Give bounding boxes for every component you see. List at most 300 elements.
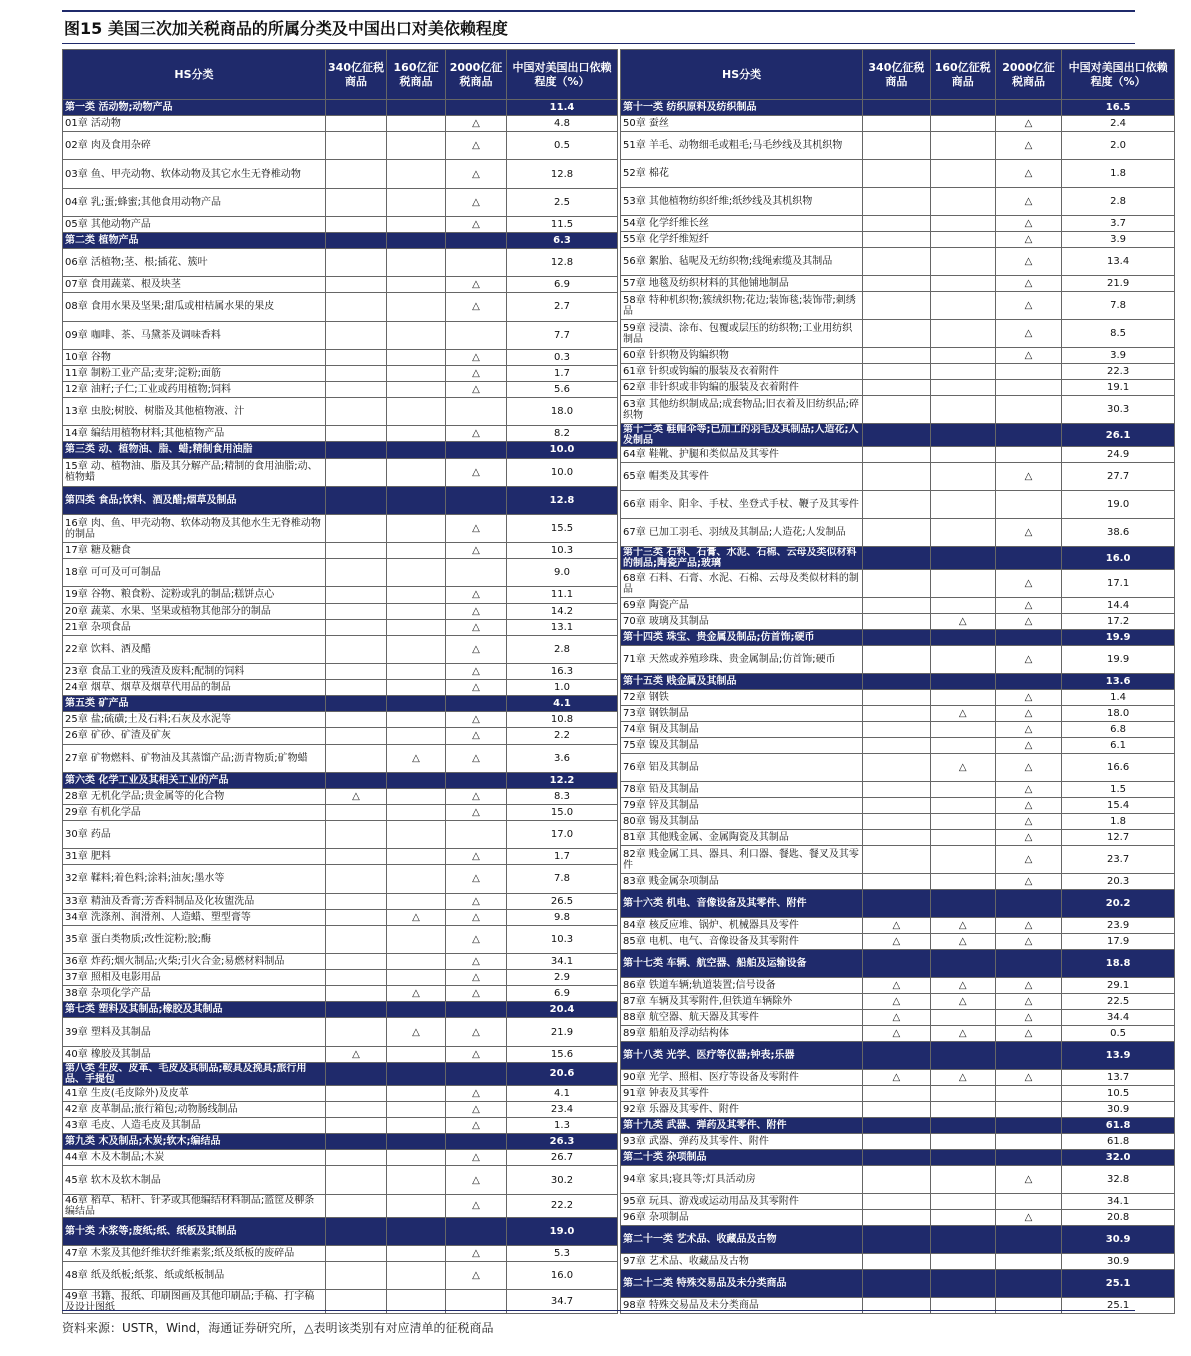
tables-area <box>62 49 1175 1314</box>
dependency-value: 61.8 <box>1062 1134 1175 1150</box>
dependency-value: 20.2 <box>1062 890 1175 918</box>
mark-2000-cell: △ <box>446 514 507 542</box>
category-cell: 59章 浸渍、涂布、包覆或层压的纺织物;工业用纺织制品 <box>621 320 863 348</box>
mark-340-cell <box>326 216 387 232</box>
category-cell: 85章 电机、电气、音像设备及其零附件 <box>621 934 863 950</box>
mark-160-cell <box>930 348 995 364</box>
mark-340-cell <box>326 116 387 132</box>
mark-340-cell <box>326 696 387 712</box>
category-cell: 27章 矿物燃料、矿物油及其蒸馏产品;沥青物质;矿物蜡 <box>63 744 326 772</box>
category-cell: 25章 盐;硫磺;土及石料;石灰及水泥等 <box>63 712 326 728</box>
category-cell: 78章 铅及其制品 <box>621 782 863 798</box>
table-row <box>63 619 618 635</box>
mark-160-cell <box>930 160 995 188</box>
table-row <box>63 925 618 953</box>
dependency-value: 4.1 <box>507 696 618 712</box>
section-row <box>621 1270 1175 1298</box>
right-header-row <box>621 50 1175 100</box>
table-row <box>621 814 1175 830</box>
category-cell: 14章 编结用植物材料;其他植物产品 <box>63 426 326 442</box>
mark-340-cell: △ <box>326 788 387 804</box>
mark-340-cell <box>326 1085 387 1101</box>
dependency-value: 8.3 <box>507 788 618 804</box>
mark-340-cell: △ <box>863 1070 930 1086</box>
category-cell: 72章 钢铁 <box>621 690 863 706</box>
mark-2000-cell: △ <box>446 619 507 635</box>
mark-340-cell <box>326 249 387 277</box>
mark-2000-cell <box>995 424 1061 447</box>
table-row <box>621 782 1175 798</box>
mark-2000-cell <box>446 398 507 426</box>
dependency-value: 26.5 <box>507 893 618 909</box>
category-cell: 97章 艺术品、收藏品及古物 <box>621 1254 863 1270</box>
mark-340-cell <box>863 519 930 547</box>
mark-340-cell <box>326 1194 387 1217</box>
mark-340-cell: △ <box>863 918 930 934</box>
mark-2000-cell: △ <box>446 953 507 969</box>
section-row <box>63 1134 618 1150</box>
table-row <box>63 712 618 728</box>
category-cell: 第二十类 杂项制品 <box>621 1150 863 1166</box>
mark-340-cell <box>326 486 387 514</box>
category-cell: 16章 肉、鱼、甲壳动物、软体动物及其他水生无脊椎动物的制品 <box>63 514 326 542</box>
section-row <box>63 486 618 514</box>
mark-340-cell <box>326 458 387 486</box>
table-row <box>63 216 618 232</box>
table-row <box>621 396 1175 424</box>
dependency-value: 19.1 <box>1062 380 1175 396</box>
category-cell: 56章 絮胎、毡呢及无纺织物;线绳索缆及其制品 <box>621 248 863 276</box>
mark-2000-cell <box>995 1254 1061 1270</box>
mark-340-cell <box>326 635 387 663</box>
mark-340-cell <box>863 706 930 722</box>
mark-160-cell <box>387 321 446 349</box>
table-row <box>63 381 618 397</box>
category-cell: 53章 其他植物纺织纤维;纸纱线及其机织物 <box>621 188 863 216</box>
dependency-value: 23.4 <box>507 1102 618 1118</box>
category-cell: 01章 活动物 <box>63 116 326 132</box>
mark-160-cell <box>930 320 995 348</box>
category-cell: 94章 家具;寝具等;灯具活动房 <box>621 1166 863 1194</box>
mark-160-cell <box>930 782 995 798</box>
dependency-value: 21.9 <box>1062 276 1175 292</box>
mark-160-cell <box>930 519 995 547</box>
table-row <box>63 188 618 216</box>
category-cell: 71章 天然或养殖珍珠、贵金属制品;仿首饰;硬币 <box>621 646 863 674</box>
mark-340-cell <box>863 782 930 798</box>
mark-160-cell <box>930 846 995 874</box>
category-cell: 07章 食用蔬菜、根及块茎 <box>63 277 326 293</box>
category-cell: 第十一类 纺织原料及纺织制品 <box>621 100 863 116</box>
mark-2000-cell: △ <box>995 722 1061 738</box>
category-cell: 90章 光学、照相、医疗等设备及零附件 <box>621 1070 863 1086</box>
dependency-value: 26.3 <box>507 1134 618 1150</box>
mark-160-cell <box>930 1042 995 1070</box>
table-row <box>621 570 1175 598</box>
category-cell: 64章 鞋靴、护腿和类似品及其零件 <box>621 447 863 463</box>
mark-160-cell <box>387 1002 446 1018</box>
mark-160-cell <box>930 1134 995 1150</box>
left-header-row <box>63 50 618 100</box>
mark-340-cell <box>326 1018 387 1046</box>
dependency-value: 3.9 <box>1062 348 1175 364</box>
dependency-value: 16.0 <box>1062 547 1175 570</box>
table-row <box>621 798 1175 814</box>
mark-340-cell <box>863 1194 930 1210</box>
table-row <box>621 830 1175 846</box>
mark-160-cell <box>387 1062 446 1085</box>
table-row <box>63 744 618 772</box>
mark-2000-cell: △ <box>446 216 507 232</box>
table-row <box>63 788 618 804</box>
mark-340-cell <box>863 1086 930 1102</box>
mark-2000-cell: △ <box>446 680 507 696</box>
mark-340-cell <box>863 1042 930 1070</box>
mark-2000-cell: △ <box>446 160 507 188</box>
mark-160-cell <box>930 874 995 890</box>
dependency-value: 16.5 <box>1062 100 1175 116</box>
dependency-value: 30.9 <box>1062 1254 1175 1270</box>
mark-160-cell <box>387 188 446 216</box>
mark-160-cell <box>387 603 446 619</box>
category-cell: 68章 石料、石膏、水泥、石棉、云母及类似材料的制品 <box>621 570 863 598</box>
table-row <box>621 348 1175 364</box>
table-row <box>63 1166 618 1194</box>
header-160: 160亿征税商品 <box>930 50 995 100</box>
dependency-value: 0.5 <box>507 132 618 160</box>
table-row <box>63 893 618 909</box>
mark-160-cell <box>387 216 446 232</box>
mark-2000-cell: △ <box>995 614 1061 630</box>
mark-160-cell <box>387 543 446 559</box>
dependency-value: 1.7 <box>507 365 618 381</box>
category-cell: 26章 矿砂、矿渣及矿灰 <box>63 728 326 744</box>
category-cell: 95章 玩具、游戏或运动用品及其零附件 <box>621 1194 863 1210</box>
category-cell: 36章 炸药;烟火制品;火柴;引火合金;易燃材料制品 <box>63 953 326 969</box>
mark-160-cell <box>387 1102 446 1118</box>
table-row <box>621 1254 1175 1270</box>
mark-340-cell <box>863 874 930 890</box>
category-cell: 31章 肥料 <box>63 849 326 865</box>
mark-340-cell: △ <box>863 978 930 994</box>
table-row <box>63 865 618 893</box>
category-cell: 48章 纸及纸板;纸浆、纸或纸板制品 <box>63 1262 326 1290</box>
category-cell: 35章 蛋白类物质;改性淀粉;胶;酶 <box>63 925 326 953</box>
mark-160-cell <box>930 722 995 738</box>
mark-340-cell <box>326 1002 387 1018</box>
table-row <box>63 365 618 381</box>
table-row <box>63 1085 618 1101</box>
category-cell: 第五类 矿产品 <box>63 696 326 712</box>
mark-2000-cell: △ <box>995 738 1061 754</box>
dependency-value: 26.1 <box>1062 424 1175 447</box>
mark-2000-cell <box>995 1194 1061 1210</box>
mark-160-cell <box>930 1210 995 1226</box>
mark-2000-cell <box>995 1102 1061 1118</box>
dependency-value: 29.1 <box>1062 978 1175 994</box>
table-row <box>621 463 1175 491</box>
dependency-value: 7.7 <box>507 321 618 349</box>
mark-160-cell <box>930 491 995 519</box>
dependency-value: 6.9 <box>507 986 618 1002</box>
mark-160-cell <box>387 1134 446 1150</box>
mark-340-cell <box>863 646 930 674</box>
mark-340-cell <box>326 1102 387 1118</box>
table-row <box>63 909 618 925</box>
mark-2000-cell: △ <box>995 160 1061 188</box>
category-cell: 13章 虫胶;树胶、树脂及其他植物液、汁 <box>63 398 326 426</box>
mark-2000-cell: △ <box>446 1085 507 1101</box>
category-cell: 05章 其他动物产品 <box>63 216 326 232</box>
mark-2000-cell: △ <box>995 216 1061 232</box>
section-row <box>63 1062 618 1085</box>
mark-2000-cell: △ <box>446 1194 507 1217</box>
mark-2000-cell: △ <box>446 909 507 925</box>
mark-160-cell <box>387 1085 446 1101</box>
left-table <box>62 49 618 1314</box>
mark-2000-cell: △ <box>446 1102 507 1118</box>
category-cell: 66章 雨伞、阳伞、手杖、坐登式手杖、鞭子及其零件 <box>621 491 863 519</box>
mark-340-cell <box>863 1210 930 1226</box>
category-cell: 第十三类 石料、石膏、水泥、石棉、云母及类似材料的制品;陶瓷产品;玻璃 <box>621 547 863 570</box>
dependency-value: 21.9 <box>507 1018 618 1046</box>
category-cell: 10章 谷物 <box>63 349 326 365</box>
mark-2000-cell: △ <box>995 132 1061 160</box>
category-cell: 第十类 木浆等;废纸;纸、纸板及其制品 <box>63 1217 326 1245</box>
mark-340-cell <box>863 216 930 232</box>
figure-title: 图15 美国三次加关税商品的所属分类及中国出口对美依赖程度 <box>62 10 1135 44</box>
header-340: 340亿征税商品 <box>326 50 387 100</box>
category-cell: 第十五类 贱金属及其制品 <box>621 674 863 690</box>
mark-160-cell <box>930 598 995 614</box>
mark-2000-cell: △ <box>995 320 1061 348</box>
mark-2000-cell <box>995 364 1061 380</box>
dependency-value: 4.8 <box>507 116 618 132</box>
category-cell: 76章 铝及其制品 <box>621 754 863 782</box>
mark-160-cell <box>387 712 446 728</box>
mark-2000-cell: △ <box>446 712 507 728</box>
mark-160-cell <box>387 788 446 804</box>
mark-340-cell <box>326 953 387 969</box>
mark-160-cell <box>930 132 995 160</box>
table-row <box>63 821 618 849</box>
left-table-body <box>63 100 618 1314</box>
mark-340-cell <box>326 398 387 426</box>
mark-2000-cell: △ <box>446 1246 507 1262</box>
mark-160-cell: △ <box>930 1026 995 1042</box>
category-cell: 45章 软木及软木制品 <box>63 1166 326 1194</box>
mark-160-cell: △ <box>930 978 995 994</box>
mark-2000-cell: △ <box>446 132 507 160</box>
mark-340-cell <box>326 619 387 635</box>
category-cell: 18章 可可及可可制品 <box>63 559 326 587</box>
mark-2000-cell: △ <box>446 804 507 820</box>
mark-160-cell <box>930 380 995 396</box>
mark-160-cell <box>387 865 446 893</box>
table-row <box>621 447 1175 463</box>
mark-340-cell <box>863 570 930 598</box>
mark-160-cell <box>930 1010 995 1026</box>
mark-340-cell <box>863 630 930 646</box>
mark-340-cell <box>863 364 930 380</box>
table-row <box>621 276 1175 292</box>
table-row <box>63 349 618 365</box>
table-row <box>621 1210 1175 1226</box>
category-cell: 92章 乐器及其零件、附件 <box>621 1102 863 1118</box>
mark-340-cell <box>863 1150 930 1166</box>
mark-160-cell <box>930 1166 995 1194</box>
mark-160-cell <box>387 458 446 486</box>
mark-160-cell <box>930 232 995 248</box>
category-cell: 15章 动、植物油、脂及其分解产品;精制的食用油脂;动、植物蜡 <box>63 458 326 486</box>
mark-160-cell <box>930 292 995 320</box>
mark-2000-cell: △ <box>446 1166 507 1194</box>
mark-2000-cell <box>446 1217 507 1245</box>
table-row <box>621 994 1175 1010</box>
section-row <box>63 442 618 458</box>
category-cell: 第十四类 珠宝、贵金属及制品;仿首饰;硬币 <box>621 630 863 646</box>
dependency-value: 4.1 <box>507 1085 618 1101</box>
category-cell: 55章 化学纤维短纤 <box>621 232 863 248</box>
table-row <box>621 1026 1175 1042</box>
mark-2000-cell: △ <box>446 925 507 953</box>
mark-340-cell <box>863 320 930 348</box>
dependency-value: 32.8 <box>1062 1166 1175 1194</box>
table-row <box>63 1150 618 1166</box>
mark-340-cell <box>863 1166 930 1194</box>
dependency-value: 30.9 <box>1062 1226 1175 1254</box>
mark-340-cell <box>326 663 387 679</box>
category-cell: 第十六类 机电、音像设备及其零件、附件 <box>621 890 863 918</box>
category-cell: 第八类 生皮、皮革、毛皮及其制品;鞍具及挽具;旅行用品、手提包 <box>63 1062 326 1085</box>
mark-2000-cell: △ <box>995 918 1061 934</box>
dependency-value: 16.3 <box>507 663 618 679</box>
table-row <box>63 514 618 542</box>
mark-2000-cell: △ <box>995 1210 1061 1226</box>
mark-340-cell <box>326 1166 387 1194</box>
mark-2000-cell: △ <box>995 782 1061 798</box>
mark-160-cell <box>930 276 995 292</box>
mark-2000-cell: △ <box>995 1026 1061 1042</box>
dependency-value: 17.9 <box>1062 934 1175 950</box>
category-cell: 30章 药品 <box>63 821 326 849</box>
section-row <box>621 1226 1175 1254</box>
header-dependency: 中国对美国出口依赖程度（%） <box>1062 50 1175 100</box>
table-row <box>63 249 618 277</box>
category-cell: 83章 贱金属杂项制品 <box>621 874 863 890</box>
category-cell: 98章 特殊交易品及未分类商品 <box>621 1298 863 1314</box>
dependency-value: 22.5 <box>1062 994 1175 1010</box>
table-row <box>621 132 1175 160</box>
mark-2000-cell: △ <box>446 1262 507 1290</box>
table-row <box>63 1102 618 1118</box>
dependency-value: 17.1 <box>1062 570 1175 598</box>
mark-340-cell <box>326 426 387 442</box>
mark-2000-cell <box>995 100 1061 116</box>
mark-2000-cell: △ <box>446 603 507 619</box>
mark-160-cell <box>387 1150 446 1166</box>
section-row <box>621 1150 1175 1166</box>
mark-340-cell <box>863 1118 930 1134</box>
mark-2000-cell <box>446 232 507 248</box>
mark-2000-cell: △ <box>446 788 507 804</box>
mark-2000-cell: △ <box>446 1018 507 1046</box>
mark-2000-cell: △ <box>995 994 1061 1010</box>
mark-160-cell <box>930 447 995 463</box>
mark-340-cell <box>863 1134 930 1150</box>
dependency-value: 16.6 <box>1062 754 1175 782</box>
category-cell: 第二十二类 特殊交易品及未分类商品 <box>621 1270 863 1298</box>
table-row <box>63 804 618 820</box>
table-row <box>621 1134 1175 1150</box>
dependency-value: 25.1 <box>1062 1298 1175 1314</box>
table-row <box>63 277 618 293</box>
table-row <box>621 918 1175 934</box>
mark-160-cell <box>387 514 446 542</box>
dependency-value: 1.7 <box>507 849 618 865</box>
mark-2000-cell <box>446 559 507 587</box>
dependency-value: 9.8 <box>507 909 618 925</box>
category-cell: 70章 玻璃及其制品 <box>621 614 863 630</box>
mark-340-cell: △ <box>863 1026 930 1042</box>
mark-160-cell <box>930 1194 995 1210</box>
mark-2000-cell <box>446 1134 507 1150</box>
dependency-value: 23.9 <box>1062 918 1175 934</box>
mark-2000-cell: △ <box>446 849 507 865</box>
mark-2000-cell: △ <box>995 690 1061 706</box>
mark-2000-cell <box>995 380 1061 396</box>
mark-2000-cell: △ <box>995 846 1061 874</box>
mark-2000-cell: △ <box>446 635 507 663</box>
mark-160-cell <box>930 1150 995 1166</box>
mark-160-cell <box>930 674 995 690</box>
mark-2000-cell: △ <box>446 458 507 486</box>
table-row <box>621 874 1175 890</box>
table-row <box>621 216 1175 232</box>
dependency-value: 34.1 <box>507 953 618 969</box>
category-cell: 17章 糖及糖食 <box>63 543 326 559</box>
mark-340-cell <box>326 381 387 397</box>
mark-2000-cell <box>446 1002 507 1018</box>
category-cell: 47章 木浆及其他纤维状纤维素浆;纸及纸板的废碎品 <box>63 1246 326 1262</box>
header-hs: HS分类 <box>63 50 326 100</box>
mark-160-cell: △ <box>387 744 446 772</box>
header-160: 160亿征税商品 <box>387 50 446 100</box>
mark-2000-cell: △ <box>446 587 507 603</box>
dependency-value: 1.8 <box>1062 814 1175 830</box>
dependency-value: 11.4 <box>507 100 618 116</box>
category-cell: 第九类 木及制品;木炭;软木;编结品 <box>63 1134 326 1150</box>
mark-160-cell <box>387 100 446 116</box>
mark-340-cell <box>326 365 387 381</box>
mark-2000-cell: △ <box>446 986 507 1002</box>
mark-160-cell <box>930 364 995 380</box>
mark-2000-cell <box>995 1042 1061 1070</box>
table-row <box>63 603 618 619</box>
mark-160-cell <box>930 216 995 232</box>
dependency-value: 16.0 <box>507 1262 618 1290</box>
category-cell: 41章 生皮(毛皮除外)及皮革 <box>63 1085 326 1101</box>
mark-340-cell <box>326 321 387 349</box>
dependency-value: 38.6 <box>1062 519 1175 547</box>
mark-340-cell <box>863 690 930 706</box>
mark-160-cell <box>387 635 446 663</box>
mark-2000-cell: △ <box>995 570 1061 598</box>
mark-2000-cell: △ <box>995 598 1061 614</box>
mark-160-cell <box>930 798 995 814</box>
mark-160-cell: △ <box>930 1070 995 1086</box>
dependency-value: 13.7 <box>1062 1070 1175 1086</box>
